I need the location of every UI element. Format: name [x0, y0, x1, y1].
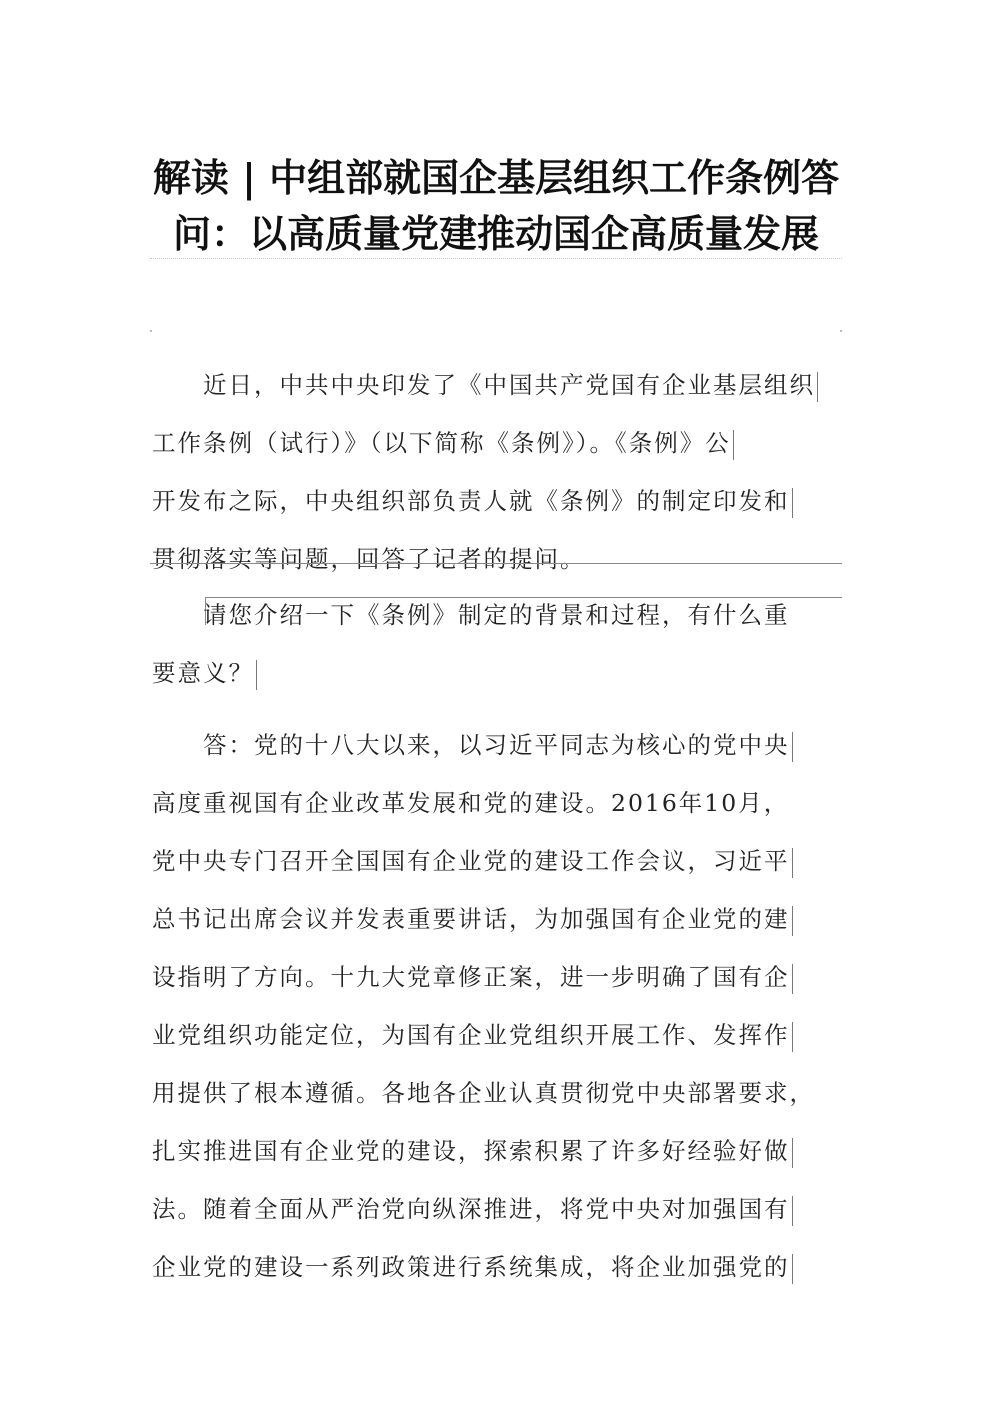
section-divider [150, 563, 842, 564]
answer-line: 用提供了根本遵循。各地各企业认真贯彻党中央部署要求， [152, 1079, 815, 1107]
title-divider [150, 258, 842, 259]
question-line: 要意义？ [152, 644, 842, 702]
intro-line: 工作条例（试行）》（以下简称《条例》）。《条例》公 [152, 414, 842, 472]
answer-paragraph [152, 716, 842, 1296]
answer-line: 党中央专门召开全国国有企业党的建设工作会议，习近平 [152, 832, 842, 890]
question-paragraph [152, 586, 842, 702]
answer-line: 企业党的建设一系列政策进行系统集成，将企业加强党的 [152, 1238, 842, 1296]
intro-line: 近日，中共中央印发了《中国共产党国有企业基层组织 [152, 356, 842, 414]
intro-line: 开发布之际，中央组织部负责人就《条例》的制定印发和 [152, 472, 842, 530]
article-title [150, 150, 842, 262]
intro-line: 贯彻落实等问题，回答了记者的提问。 [152, 545, 586, 573]
answer-line: 高度重视国有企业改革发展和党的建设。2016年10月， [152, 789, 790, 817]
answer-line: 业党组织功能定位，为国有企业党组织开展工作、发挥作 [152, 1006, 842, 1064]
answer-line: 法。随着全面从严治党向纵深推进，将党中央对加强国有 [152, 1180, 842, 1238]
margin-mark-left [150, 330, 152, 332]
title-line-2: 问：以高质量党建推动国企高质量发展 [172, 211, 819, 256]
answer-line: 答：党的十八大以来，以习近平同志为核心的党中央 [152, 716, 842, 774]
answer-line: 设指明了方向。十九大党章修正案，进一步明确了国有企 [152, 948, 842, 1006]
intro-paragraph [152, 356, 842, 588]
margin-mark-right [840, 330, 842, 332]
title-line-1: 解读 | 中组部就国企基层组织工作条例答 [152, 155, 840, 200]
answer-line: 扎实推进国有企业党的建设，探索积累了许多好经验好做 [152, 1122, 842, 1180]
question-line: 请您介绍一下《条例》制定的背景和过程，有什么重 [152, 601, 790, 629]
answer-line: 总书记出席会议并发表重要讲话，为加强国有企业党的建 [152, 890, 842, 948]
